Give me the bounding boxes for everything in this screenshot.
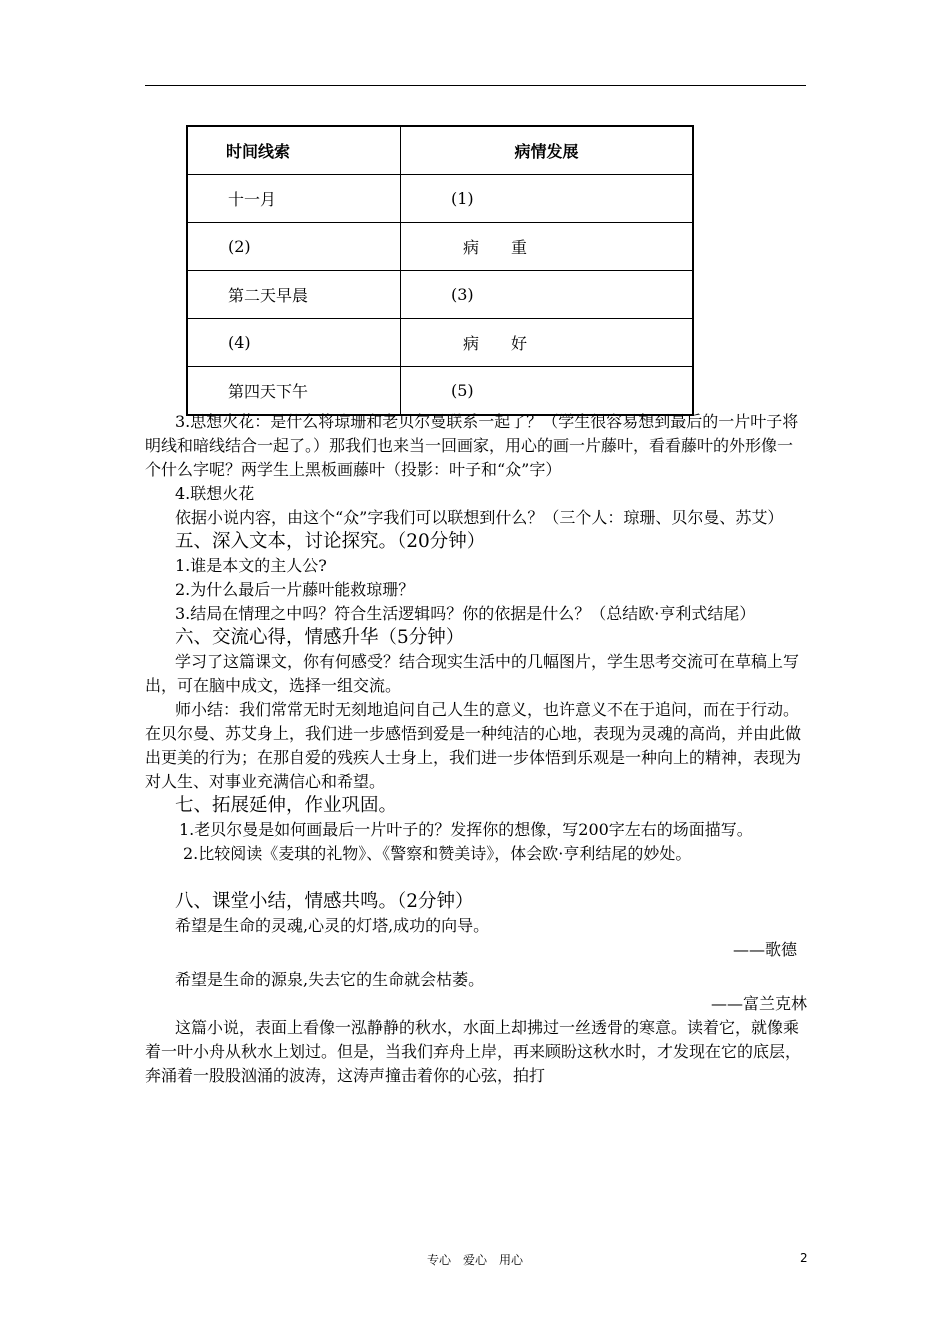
paragraph-association: 依据小说内容，由这个“众”字我们可以联想到什么？（三个人：琼珊、贝尔曼、苏艾） [175,508,784,527]
paragraph-association-title: 4.联想火花 [175,484,255,503]
question-3: 3.结局在情理之中吗？符合生活逻辑吗？你的依据是什么？（总结欧·亨利式结尾） [175,604,756,623]
paragraph-thought-spark: 3.思想火花：是什么将琼珊和老贝尔曼联系一起了？（学生很容易想到最后的一片叶子将明线和暗线结合一起了。）那我们也来当一回画家，用心的画一片藤叶，看看藤叶的外形像一个什么字呢？两学生上黑板画藤叶（投影：叶子和“众”字） [145,412,799,479]
table-header-condition: 病情发展 [401,126,694,175]
page-footer [0,1251,950,1269]
table-header-row [187,126,693,175]
table-row [187,319,693,367]
table-cell: (5) [401,367,694,416]
section-heading-6: 六、交流心得，情感升华（5分钟） [175,627,465,648]
page-number: 2 [800,1251,808,1265]
header-rule [145,85,806,86]
table-cell: (4) [187,319,401,367]
table-cell: 第二天早晨 [187,271,401,319]
footer-motto: 专心 爱心 用心 [426,1253,523,1267]
section-heading-7: 七、拓展延伸，作业巩固。 [175,795,398,816]
table-row [187,175,693,223]
table-cell: (2) [187,223,401,271]
table-cell: 病 好 [401,319,694,367]
timeline-table [186,125,694,416]
table-row [187,223,693,271]
paragraph-closing: 这篇小说，表面上看像一泓静静的秋水，水面上却拂过一丝透骨的寒意。读着它，就像乘着一叶小舟从秋水上划过。但是，当我们弃舟上岸，再来顾盼这秋水时，才发现在它的底层，奔涌着一股股汹涌的波涛，这涛声撞击着你的心弦，拍打 [145,1018,802,1085]
table-row [187,271,693,319]
table-cell: 病 重 [401,223,694,271]
table-cell: (1) [401,175,694,223]
table-header-time: 时间线索 [187,126,401,175]
homework-1: 1.老贝尔曼是如何画最后一片叶子的？发挥你的想像，写200字左右的场面描写。 [179,820,753,839]
section-heading-8: 八、课堂小结，情感共鸣。（2分钟） [175,891,474,912]
table-cell: 第四天下午 [187,367,401,416]
quote-attribution-goethe: ——歌德 [732,940,797,959]
section-heading-5: 五、深入文本，讨论探究。（20分钟） [175,531,486,552]
homework-2: 2.比较阅读《麦琪的礼物》、《警察和赞美诗》，体会欧·亨利结尾的妙处。 [183,844,692,863]
table-cell: 十一月 [187,175,401,223]
table-row [187,367,693,416]
quote-attribution-franklin: ——富兰克林 [710,994,807,1013]
table-cell: (3) [401,271,694,319]
quote-franklin: 希望是生命的源泉,失去它的生命就会枯萎。 [175,970,485,989]
spacer [145,866,807,890]
quote-goethe: 希望是生命的灵魂,心灵的灯塔,成功的向导。 [175,916,490,935]
document-body [145,410,807,1088]
paragraph-reflection: 学习了这篇课文，你有何感受？结合现实生活中的几幅图片，学生思考交流可在草稿上写出，可在脑中成文，选择一组交流。 [145,652,800,695]
question-2: 2.为什么最后一片藤叶能救琼珊？ [175,580,415,599]
paragraph-teacher-summary: 师小结：我们常常无时无刻地追问自己人生的意义，也许意义不在于追问，而在于行动。在贝尔曼、苏艾身上，我们进一步感悟到爱是一种纯洁的心地，表现为灵魂的高尚，并由此做出更美的行为；在那自爱的残疾人士身上，我们进一步体悟到乐观是一种向上的精神，表现为对人生、对事业充满信心和希望。 [145,700,802,791]
question-1: 1.谁是本文的主人公? [175,556,327,575]
